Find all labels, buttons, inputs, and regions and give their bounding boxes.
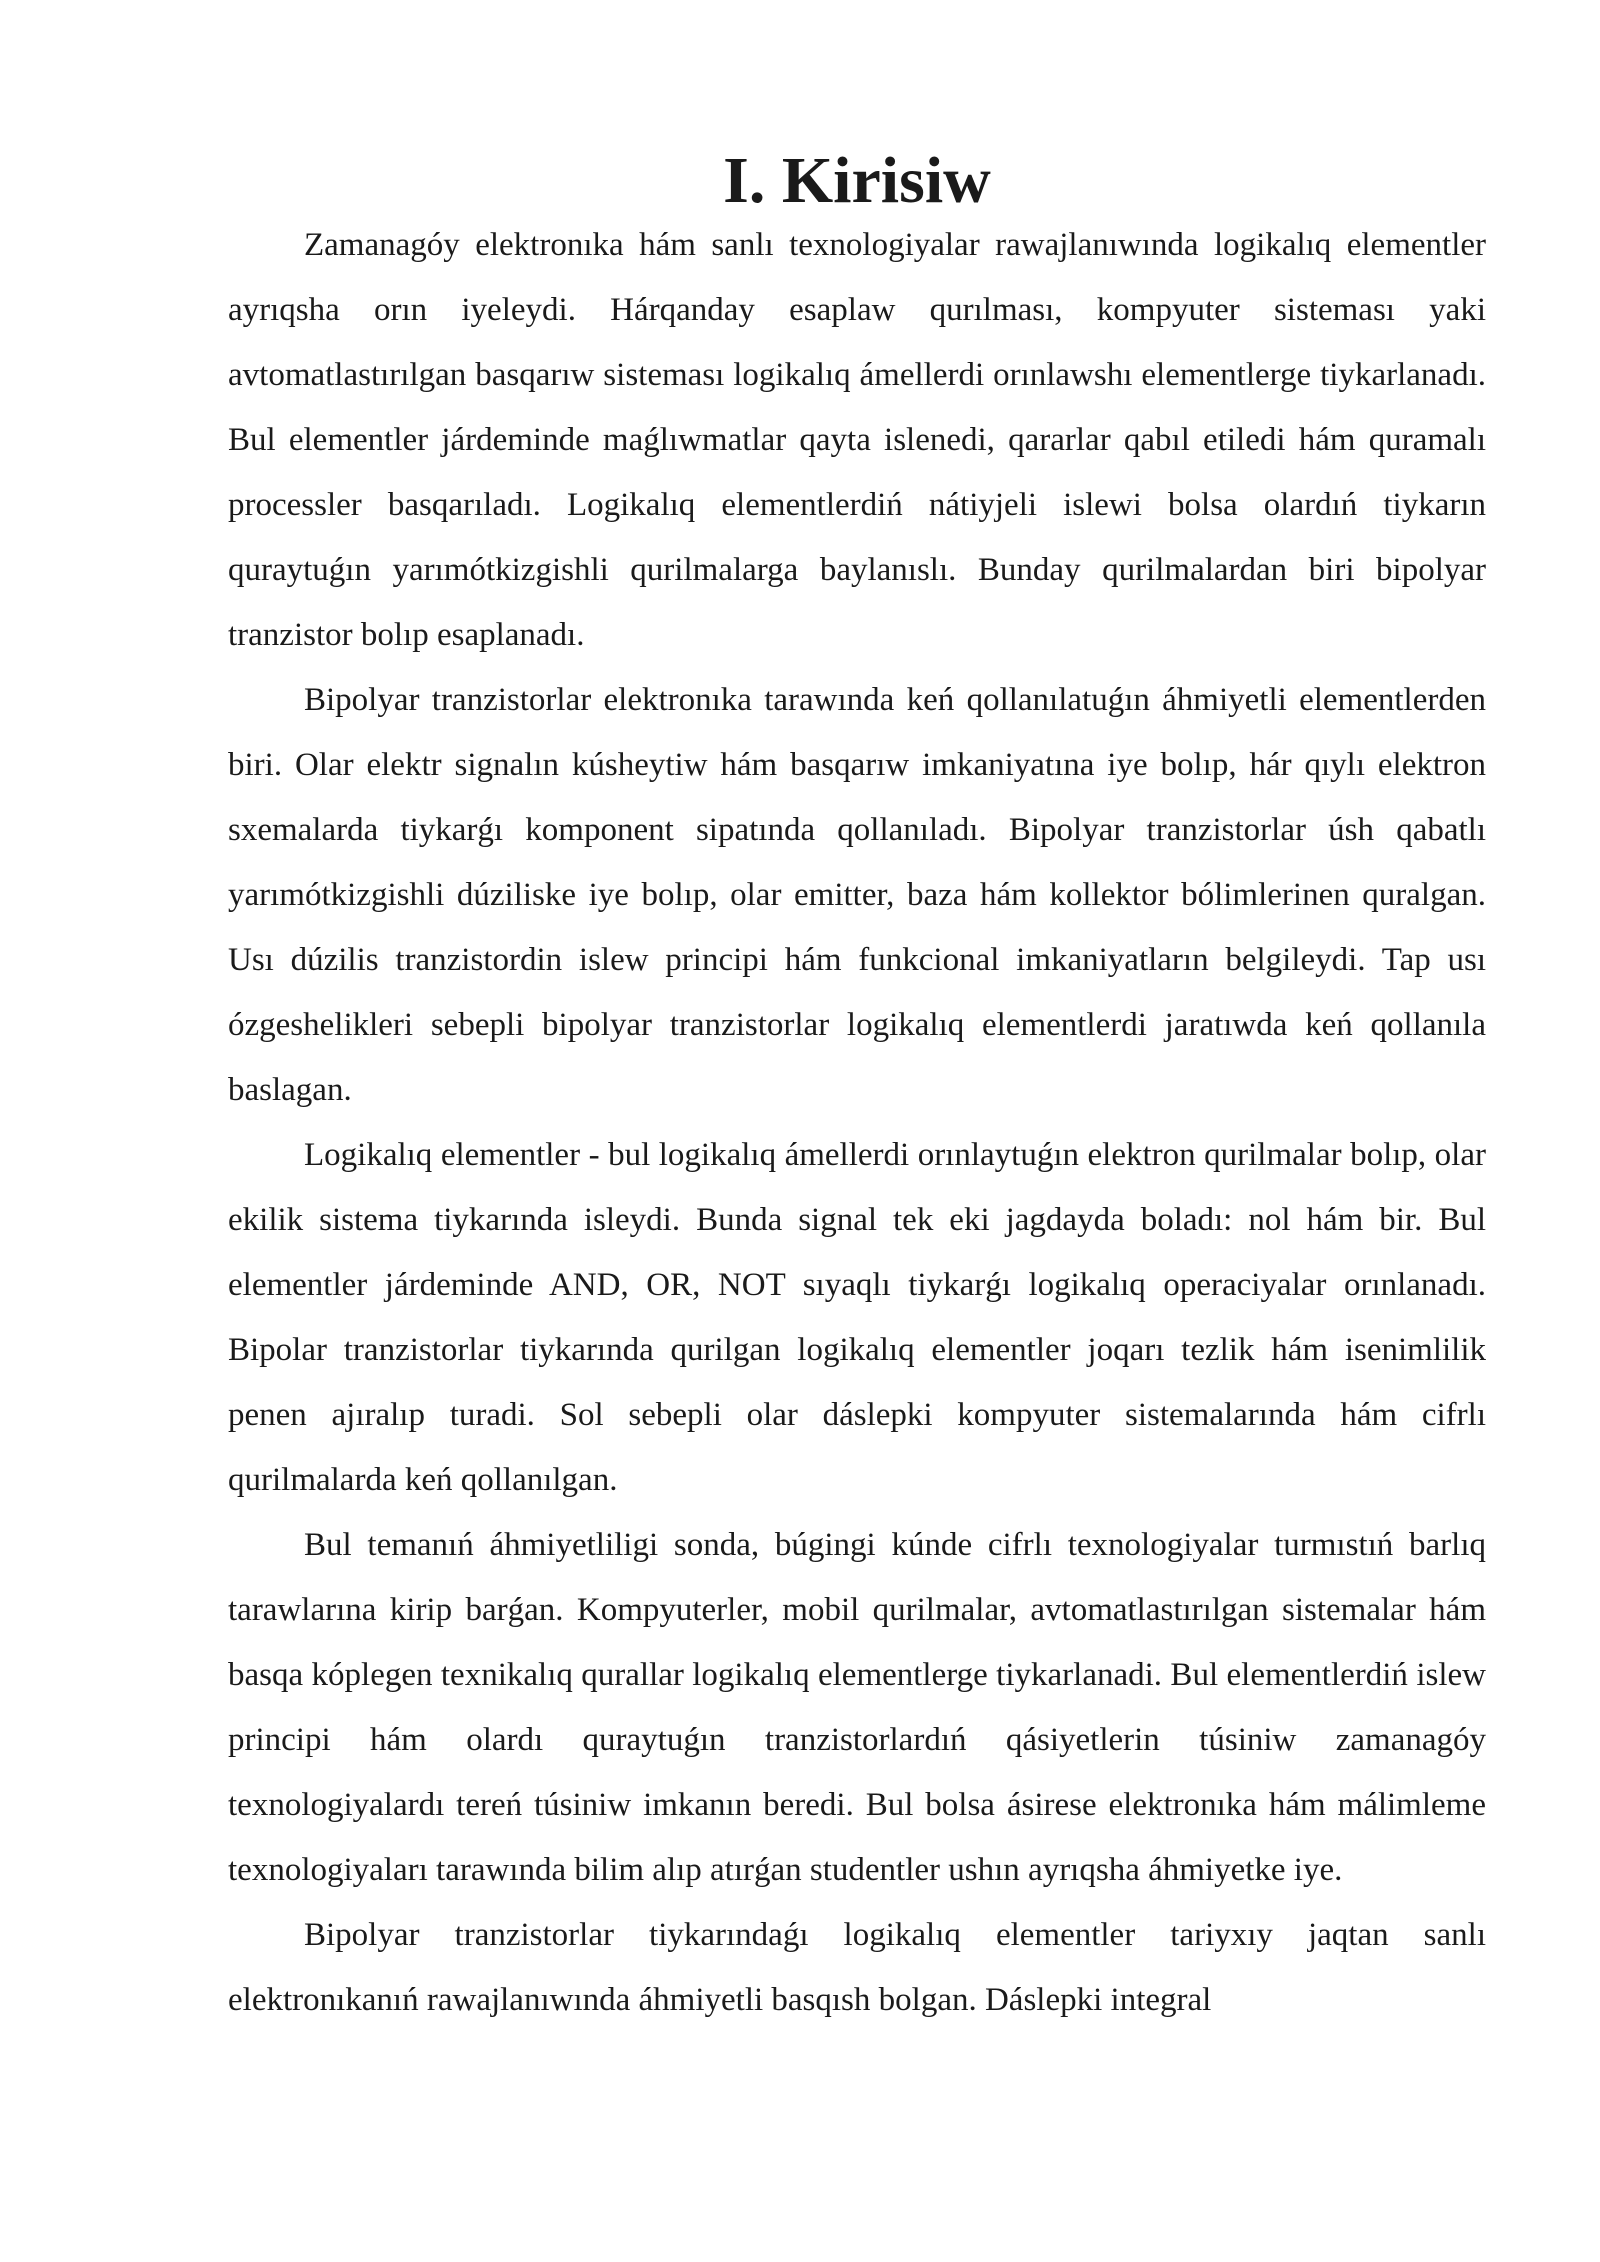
- paragraph-4: Bul temanıń áhmiyetliligi sonda, búgingi kúnde cifrlı texnologiyalar turmıstıń barlıq tarawlarına kirip barǵan. Kompyuterler, mobil qurilmalar, avtomatlastırılgan sistemalar hám basqa kóplegen texnikalıq qurallar logikalıq elementlerge tiykarlanadi. Bul elementlerdiń islew principi hám olardı quraytuǵın tranzistorlardıń qásiyetlerin túsiniw zamanagóy texnologiyalardı tereń túsiniw imkanın beredi. Bul bolsa ásirese elektronıka hám málimleme texnologiyaları tarawında bilim alıp atırǵan studentler ushın ayrıqsha áhmiyetke iye.: [228, 1527, 1486, 1888]
- paragraph-5: Bipolyar tranzistorlar tiykarındaǵı logikalıq elementler tariyxıy jaqtan sanlı elektronıkanıń rawajlanıwında áhmiyetli basqısh bolgan. Dáslepki integral: [228, 1917, 1486, 2018]
- paragraph-3: Logikalıq elementler - bul logikalıq ámellerdi orınlaytuǵın elektron qurilmalar bolıp, olar ekilik sistema tiykarında isleydi. Bunda signal tek eki jagdayda boladı: nol hám bir. Bul elementler járdeminde AND, OR, NOT sıyaqlı tiykarǵı logikalıq operaciyalar orınlanadı. Bipolar tranzistorlar tiykarında qurilgan logikalıq elementler joqarı tezlik hám isenimlilik penen ajıralıp turadi. Sol sebepli olar dáslepki kompyuter sistemalarında hám cifrlı qurilmalarda keń qollanılgan.: [228, 1137, 1486, 1498]
- paragraph-1: Zamanagóy elektronıka hám sanlı texnologiyalar rawajlanıwında logikalıq elementler ayrıqsha orın iyeleydi. Hárqanday esaplaw qurılması, kompyuter sisteması yaki avtomatlastırılgan basqarıw sisteması logikalıq ámellerdi orınlawshı elementlerge tiykarlanadı. Bul elementler járdeminde maǵlıwmatlar qayta islenedi, qararlar qabıl etiledi hám quramalı processler basqarıladı. Logikalıq elementlerdiń nátiyjeli islewi bolsa olardıń tiykarın quraytuǵın yarımótkizgishli qurilmalarga baylanıslı. Bunday qurilmalardan biri bipolyar tranzistor bolıp esaplanadı.: [228, 227, 1486, 653]
- section-title: I. Kirisiw: [723, 144, 991, 217]
- document-body: [228, 144, 1486, 2033]
- paragraph-2: Bipolyar tranzistorlar elektronıka tarawında keń qollanılatuǵın áhmiyetli elementlerden biri. Olar elektr signalın kúsheytiw hám basqarıw imkaniyatına iye bolıp, hár qıylı elektron sxemalarda tiykarǵı komponent sipatında qollanıladı. Bipolyar tranzistorlar úsh qabatlı yarımótkizgishli dúziliske iye bolıp, olar emitter, baza hám kollektor bólimlerinen quralgan. Usı dúzilis tranzistordin islew principi hám funkcional imkaniyatların belgileydi. Tap usı ózgeshelikleri sebepli bipolyar tranzistorlar logikalıq elementlerdi jaratıwda keń qollanıla baslagan.: [228, 682, 1486, 1108]
